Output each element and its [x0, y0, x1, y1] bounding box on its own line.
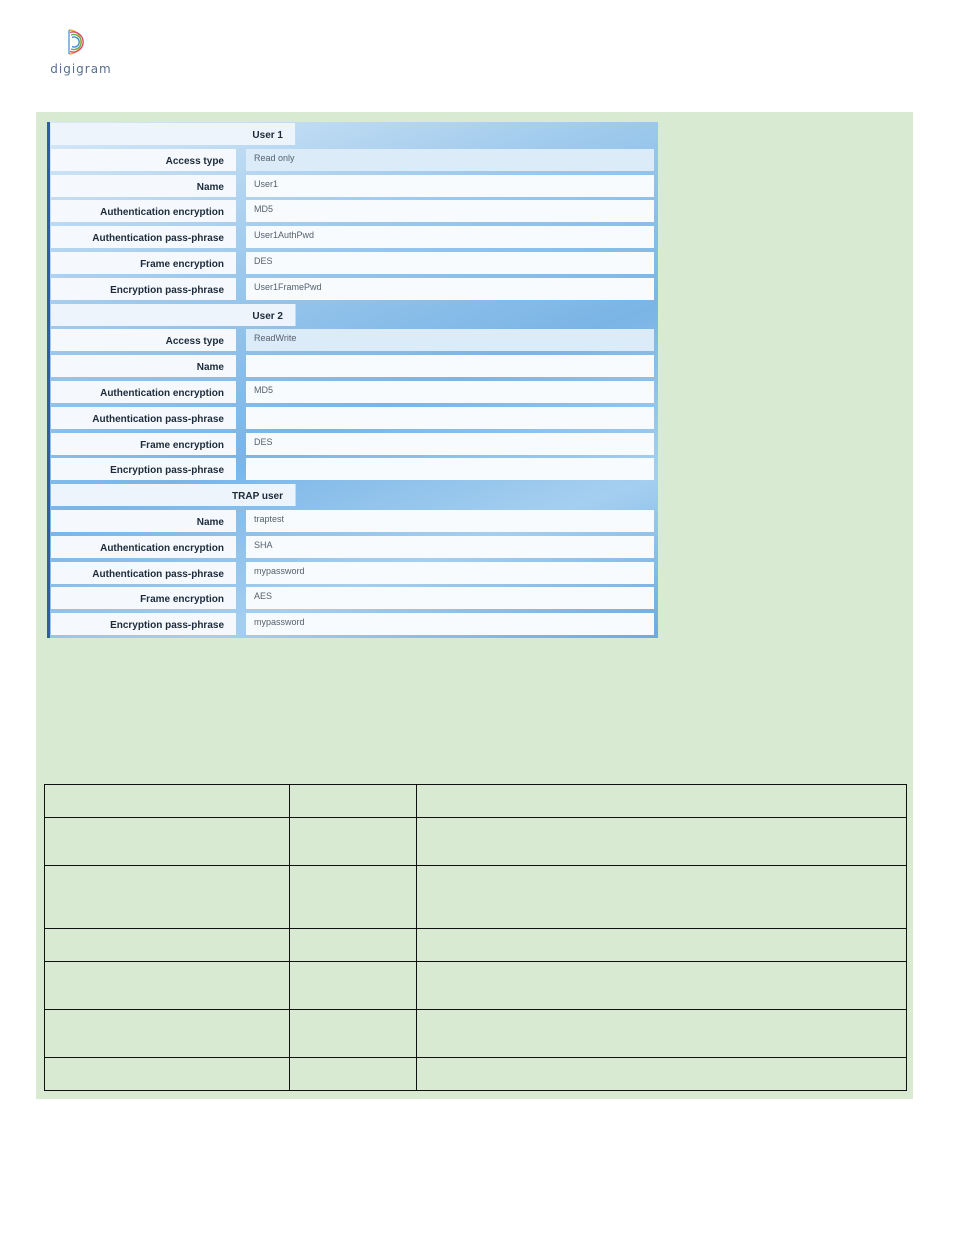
field-value-input[interactable] [246, 407, 654, 429]
logo-text: digigram [50, 62, 112, 76]
field-label: Encryption pass-phrase [51, 613, 236, 635]
field-value-input[interactable]: User1 [246, 175, 654, 197]
table-row [45, 929, 907, 962]
table-row [45, 1010, 907, 1058]
table-cell [290, 818, 417, 866]
field-label: Encryption pass-phrase [51, 278, 236, 300]
field-label: Authentication encryption [51, 536, 236, 558]
field-label: Frame encryption [51, 433, 236, 455]
field-value-input[interactable]: MD5 [246, 381, 654, 403]
field-label: Frame encryption [51, 587, 236, 609]
table-cell [45, 818, 290, 866]
field-value-input[interactable]: DES [246, 433, 654, 455]
section-title: TRAP user [51, 484, 296, 506]
table-row [45, 1058, 907, 1091]
field-label: Encryption pass-phrase [51, 458, 236, 480]
field-value-input[interactable]: AES [246, 587, 654, 609]
field-label: Name [51, 175, 236, 197]
section-title: User 1 [51, 123, 296, 145]
table-cell [290, 785, 417, 818]
table-cell [417, 785, 907, 818]
field-value-input[interactable]: traptest [246, 510, 654, 532]
field-label: Authentication pass-phrase [51, 407, 236, 429]
field-label: Name [51, 510, 236, 532]
field-label: Access type [51, 329, 236, 351]
digigram-logo [50, 24, 120, 80]
table-cell [290, 1058, 417, 1091]
field-value-input[interactable]: User1FramePwd [246, 278, 654, 300]
table-row [45, 818, 907, 866]
field-label: Name [51, 355, 236, 377]
table-cell [417, 1058, 907, 1091]
table-row [45, 785, 907, 818]
field-value-input[interactable]: Read only [246, 149, 654, 171]
field-value-input[interactable] [246, 458, 654, 480]
table-row [45, 962, 907, 1010]
field-label: Authentication encryption [51, 200, 236, 222]
table-cell [417, 818, 907, 866]
field-value-input[interactable]: ReadWrite [246, 329, 654, 351]
field-value-input[interactable]: User1AuthPwd [246, 226, 654, 248]
field-value-input[interactable]: MD5 [246, 200, 654, 222]
table-cell [45, 866, 290, 929]
field-value-input[interactable]: SHA [246, 536, 654, 558]
field-label: Authentication pass-phrase [51, 562, 236, 584]
field-value-input[interactable]: mypassword [246, 562, 654, 584]
table-cell [417, 1010, 907, 1058]
section-title: User 2 [51, 304, 296, 326]
table-cell [290, 866, 417, 929]
table-cell [290, 929, 417, 962]
field-value-input[interactable] [246, 355, 654, 377]
field-label: Access type [51, 149, 236, 171]
field-value-input[interactable]: DES [246, 252, 654, 274]
field-value-input[interactable]: mypassword [246, 613, 654, 635]
field-label: Authentication pass-phrase [51, 226, 236, 248]
content-panel [36, 112, 913, 1099]
logo-rings-icon [65, 24, 99, 60]
field-label: Authentication encryption [51, 381, 236, 403]
field-label: Frame encryption [51, 252, 236, 274]
table-cell [45, 1058, 290, 1091]
table-cell [45, 1010, 290, 1058]
empty-table [44, 784, 907, 1091]
table-row [45, 866, 907, 929]
table-cell [417, 866, 907, 929]
table-cell [290, 1010, 417, 1058]
table-cell [290, 962, 417, 1010]
table-cell [45, 785, 290, 818]
table-cell [45, 962, 290, 1010]
snmp-user-config [47, 122, 658, 638]
table-cell [417, 929, 907, 962]
table-cell [45, 929, 290, 962]
table-cell [417, 962, 907, 1010]
